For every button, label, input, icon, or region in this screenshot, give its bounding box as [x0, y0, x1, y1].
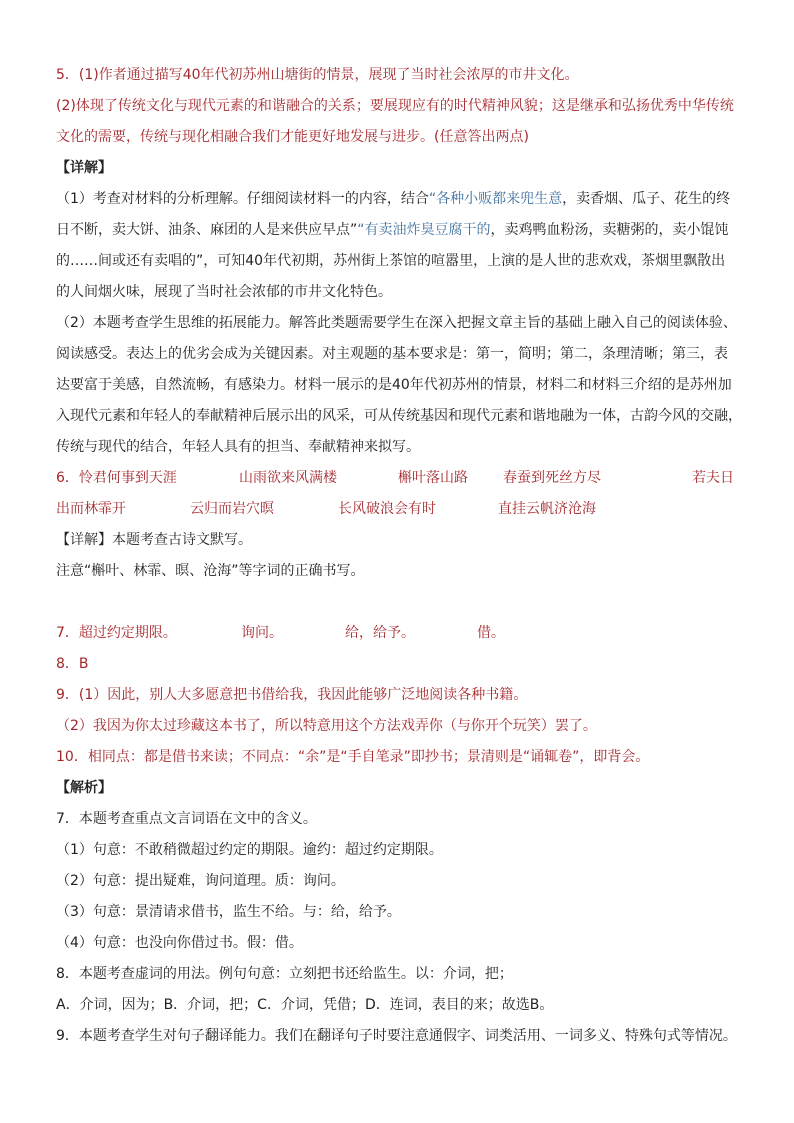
q5-detail-1-line1 [56, 184, 746, 215]
q6-answer: 直挂云帆济沧海 [498, 501, 596, 517]
q9-explain: 9．本题考查学生对句子翻译能力。我们在翻译句子时要注意通假字、词类活用、一词多义、特殊句式等情况。 [56, 1028, 737, 1044]
q7-answers [56, 618, 746, 649]
q9-answer-2: （2）我因为你太过珍藏这本书了，所以特意用这个方法戏弄你（与你开个玩笑）罢了。 [56, 718, 597, 734]
text-segment: ，卖香烟、瓜子、花生的终 [562, 191, 731, 207]
q5-detail-2-line1: （2）本题考查学生思维的拓展能力。解答此类题需要学生在深入把握文章主旨的基础上融入自己的阅读体验、 [56, 315, 737, 331]
q6-answers-row1 [56, 463, 746, 494]
q7-answer: 借。 [477, 625, 505, 641]
q5-answer-2-line1: (2)体现了传统文化与现代元素的和谐融合的关系；要展现应有的时代精神风貌；这是继承和弘扬优秀中华传统 [56, 98, 734, 114]
q6-answer: 春蚕到死丝方尽 [503, 470, 601, 486]
q7-answer: 给，给予。 [345, 625, 415, 641]
q5-detail-2-line3: 达要富于美感，自然流畅，有感染力。材料一展示的是40年代初苏州的情景，材料二和材料三介绍的是苏州加 [56, 377, 732, 393]
q7-answer: 7．超过约定期限。 [56, 625, 177, 641]
q6-answer: 6．怜君何事到天涯 [56, 470, 177, 486]
q7-explain-1: （1）句意：不敢稍微超过约定的期限。逾约：超过约定期限。 [56, 842, 443, 858]
q5-detail-heading: 【详解】 [56, 160, 112, 176]
text-segment: ，卖鸡鸭血粉汤，卖糖粥的，卖小馄饨 [490, 222, 729, 238]
q6-answer: 若夫日 [692, 470, 734, 486]
q5-detail-2-line2: 阅读感受。表达上的优劣会成为关键因素。对主观题的基本要求是：第一，简明；第二，条理清晰；第三，表 [56, 346, 728, 362]
q8-options: A．介词，因为；B．介词，把；C．介词，凭借；D．连词，表目的来；故选B。 [56, 997, 554, 1013]
q7-answer: 询问。 [241, 625, 283, 641]
q6-answer: 山雨欲来风满楼 [239, 470, 337, 486]
analysis-heading: 【解析】 [56, 780, 112, 796]
q8-answer: 8．B [56, 656, 89, 672]
q7-explain-3: （3）句意：景清请求借书，监生不给。与：给，给予。 [56, 904, 401, 920]
spacer [56, 587, 746, 618]
q10-answer: 10．相同点：都是借书来读；不同点：“余”是“手自笔录”即抄书；景清则是“诵辄卷”，即背会。 [56, 749, 650, 765]
q5-answer-1: 5．(1)作者通过描写40年代初苏州山塘街的情景，展现了当时社会浓厚的市井文化。 [56, 67, 579, 83]
q5-detail-1-line4: 的人间烟火味，展现了当时社会浓郁的市井文化特色。 [56, 284, 392, 300]
q6-answer: 长风破浪会有时 [338, 501, 436, 517]
q6-detail: 【详解】本题考查古诗文默写。 [56, 532, 252, 548]
text-segment: （1）考查对材料的分析理解。仔细阅读材料一的内容，结合 [56, 191, 429, 207]
text-segment: 日不断，卖大饼、油条、麻团的人是来供应早点” [56, 222, 358, 238]
q5-detail-1-line2 [56, 215, 746, 246]
q7-explain-2: （2）句意：提出疑难，询问道理。质：询问。 [56, 873, 345, 889]
quote-segment: “有卖油炸臭豆腐干的 [357, 222, 491, 238]
q8-explain: 8．本题考查虚词的用法。例句句意：立刻把书还给监生。以：介词，把； [56, 966, 513, 982]
quote-segment: “各种小贩都来兜生意 [428, 191, 563, 207]
q5-detail-1-line3: 的……间或还有卖唱的”，可知40年代初期，苏州街上茶馆的喧嚣里，上演的是人世的悲欢戏，茶烟里飘散出 [56, 253, 726, 269]
q9-answer-1: 9．(1）因此，别人大多愿意把书借给我，我因此能够广泛地阅读各种书籍。 [56, 687, 528, 703]
q5-detail-2-line5: 传统与现代的结合，年轻人具有的担当、奉献精神来拟写。 [56, 439, 420, 455]
q7-explain-4: （4）句意：也没向你借过书。假：借。 [56, 935, 303, 951]
q6-answer: 出而林霏开 [56, 501, 126, 517]
q6-note: 注意“槲叶、林霏、暝、沧海”等字词的正确书写。 [56, 563, 365, 579]
q6-answers-row2 [56, 494, 746, 525]
q6-answer: 槲叶落山路 [398, 470, 468, 486]
q5-detail-2-line4: 入现代元素和年轻人的奉献精神后展示出的风采，可从传统基因和现代元素和谐地融为一体，古韵今风的交融， [56, 408, 742, 424]
answer-page [56, 60, 746, 1052]
q5-answer-2-line2: 文化的需要，传统与现化相融合我们才能更好地发展与进步。(任意答出两点) [56, 129, 529, 145]
q7-explain: 7．本题考查重点文言词语在文中的含义。 [56, 811, 317, 827]
q6-answer: 云归而岩穴暝 [190, 501, 274, 517]
